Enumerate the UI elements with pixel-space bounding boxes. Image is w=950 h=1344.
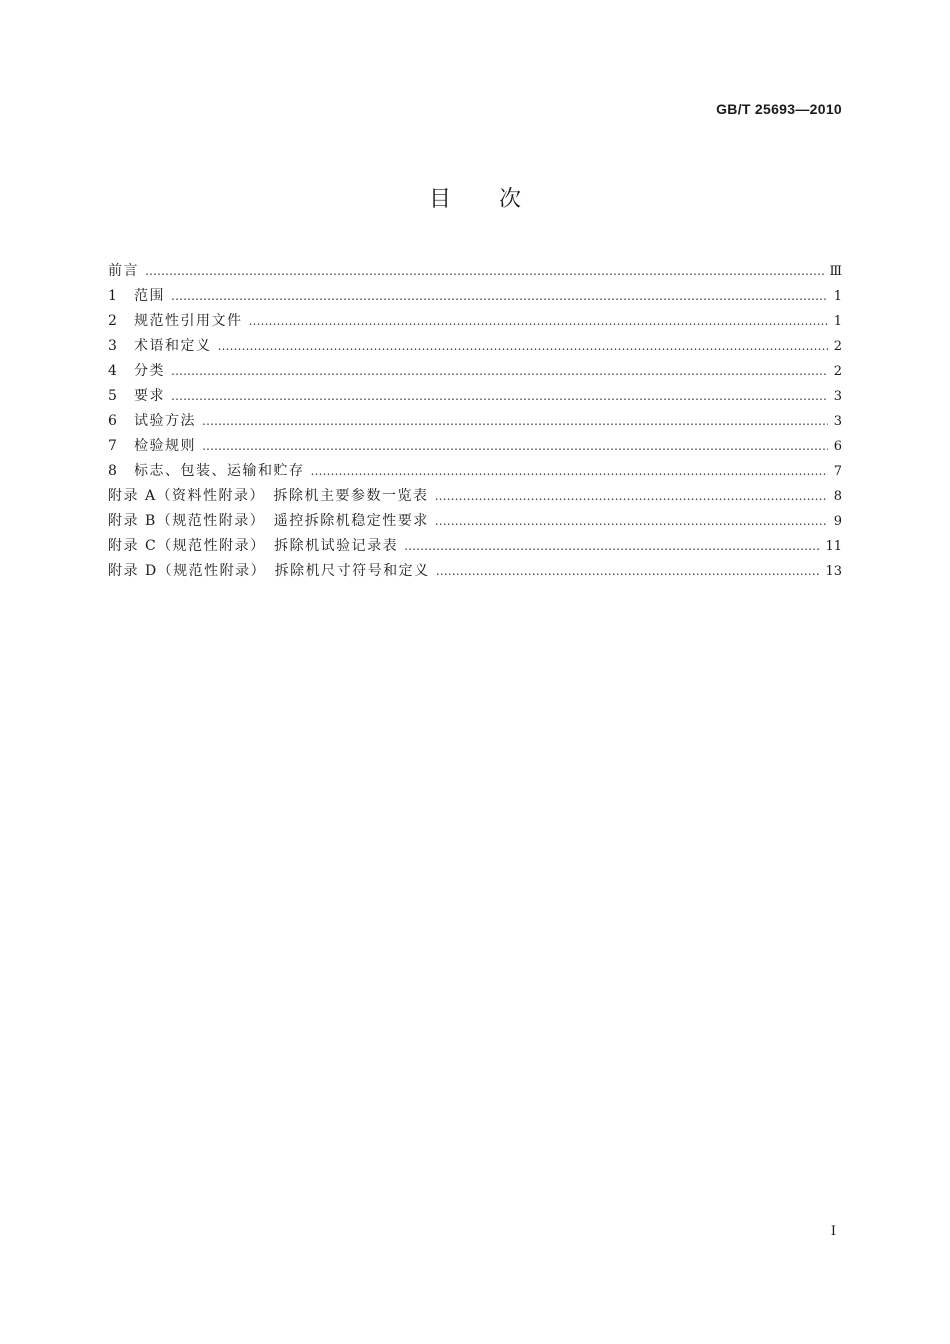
toc-entry-page: 1 — [833, 289, 842, 304]
toc-entry-label: 附录 D（规范性附录） 拆除机尺寸符号和定义 — [108, 563, 430, 579]
toc-leader-dots — [435, 509, 828, 534]
page-title: 目次 — [428, 187, 569, 212]
toc-leader-dots — [202, 434, 828, 459]
toc-entry-number: 6 — [108, 413, 117, 429]
toc-leader-dots — [218, 334, 829, 359]
toc-entry-page: 9 — [833, 514, 842, 529]
toc-leader-dots — [171, 284, 828, 309]
toc-entry-number: 7 — [108, 438, 117, 454]
toc-leader-dots — [202, 409, 828, 434]
toc-entry-foreword[interactable] — [108, 259, 842, 284]
toc-entry-page: 2 — [833, 364, 842, 379]
toc-entry-annex-b[interactable] — [108, 509, 842, 534]
toc-entry-number: 1 — [108, 288, 117, 304]
toc-entry-label: 要求 — [134, 388, 165, 404]
toc-entry-number: 5 — [108, 388, 117, 404]
toc-leader-dots — [311, 459, 829, 484]
toc-entry-label: 试验方法 — [134, 413, 196, 429]
page-number: I — [830, 1224, 836, 1239]
toc-entry-page: 3 — [833, 389, 842, 404]
toc-leader-dots — [171, 359, 828, 384]
toc-entry-number: 2 — [108, 313, 117, 329]
standard-code: GB/T 25693—2010 — [716, 101, 842, 117]
toc-entry-label: 标志、包装、运输和贮存 — [134, 463, 305, 479]
table-of-contents — [108, 259, 842, 584]
toc-entry-requirements[interactable] — [108, 384, 842, 409]
toc-entry-page: Ⅲ — [829, 264, 842, 279]
toc-entry-annex-a[interactable] — [108, 484, 842, 509]
toc-entry-number: 8 — [108, 463, 117, 479]
toc-entry-page: 11 — [825, 539, 842, 554]
toc-leader-dots — [145, 259, 825, 284]
toc-entry-page: 13 — [825, 564, 842, 579]
toc-entry-label: 检验规则 — [134, 438, 196, 454]
toc-leader-dots — [436, 559, 822, 584]
toc-entry-label: 附录 A（资料性附录） 拆除机主要参数一览表 — [108, 488, 429, 504]
toc-entry-page: 6 — [833, 439, 842, 454]
toc-entry-page: 8 — [833, 489, 842, 504]
toc-entry-annex-c[interactable] — [108, 534, 842, 559]
toc-entry-label: 附录 B（规范性附录） 遥控拆除机稳定性要求 — [108, 513, 429, 529]
toc-entry-page: 3 — [833, 414, 842, 429]
toc-entry-scope[interactable] — [108, 284, 842, 309]
toc-entry-classification[interactable] — [108, 359, 842, 384]
toc-entry-page: 2 — [833, 339, 842, 354]
toc-entry-label: 规范性引用文件 — [134, 313, 243, 329]
toc-entry-test-methods[interactable] — [108, 409, 842, 434]
toc-leader-dots — [404, 534, 821, 559]
toc-leader-dots — [171, 384, 828, 409]
toc-entry-label: 附录 C（规范性附录） 拆除机试验记录表 — [108, 538, 399, 554]
toc-entry-label: 术语和定义 — [134, 338, 212, 354]
toc-entry-annex-d[interactable] — [108, 559, 842, 584]
toc-entry-label: 前言 — [108, 263, 139, 279]
toc-entry-normative-references[interactable] — [108, 309, 842, 334]
toc-leader-dots — [249, 309, 829, 334]
toc-entry-page: 7 — [833, 464, 842, 479]
toc-entry-number: 4 — [108, 363, 117, 379]
toc-entry-inspection-rules[interactable] — [108, 434, 842, 459]
toc-entry-number: 3 — [108, 338, 117, 354]
toc-entry-marking-packaging[interactable] — [108, 459, 842, 484]
toc-entry-label: 范围 — [134, 288, 165, 304]
toc-leader-dots — [435, 484, 828, 509]
toc-entry-label: 分类 — [134, 363, 165, 379]
toc-entry-page: 1 — [833, 314, 842, 329]
toc-entry-terms-definitions[interactable] — [108, 334, 842, 359]
